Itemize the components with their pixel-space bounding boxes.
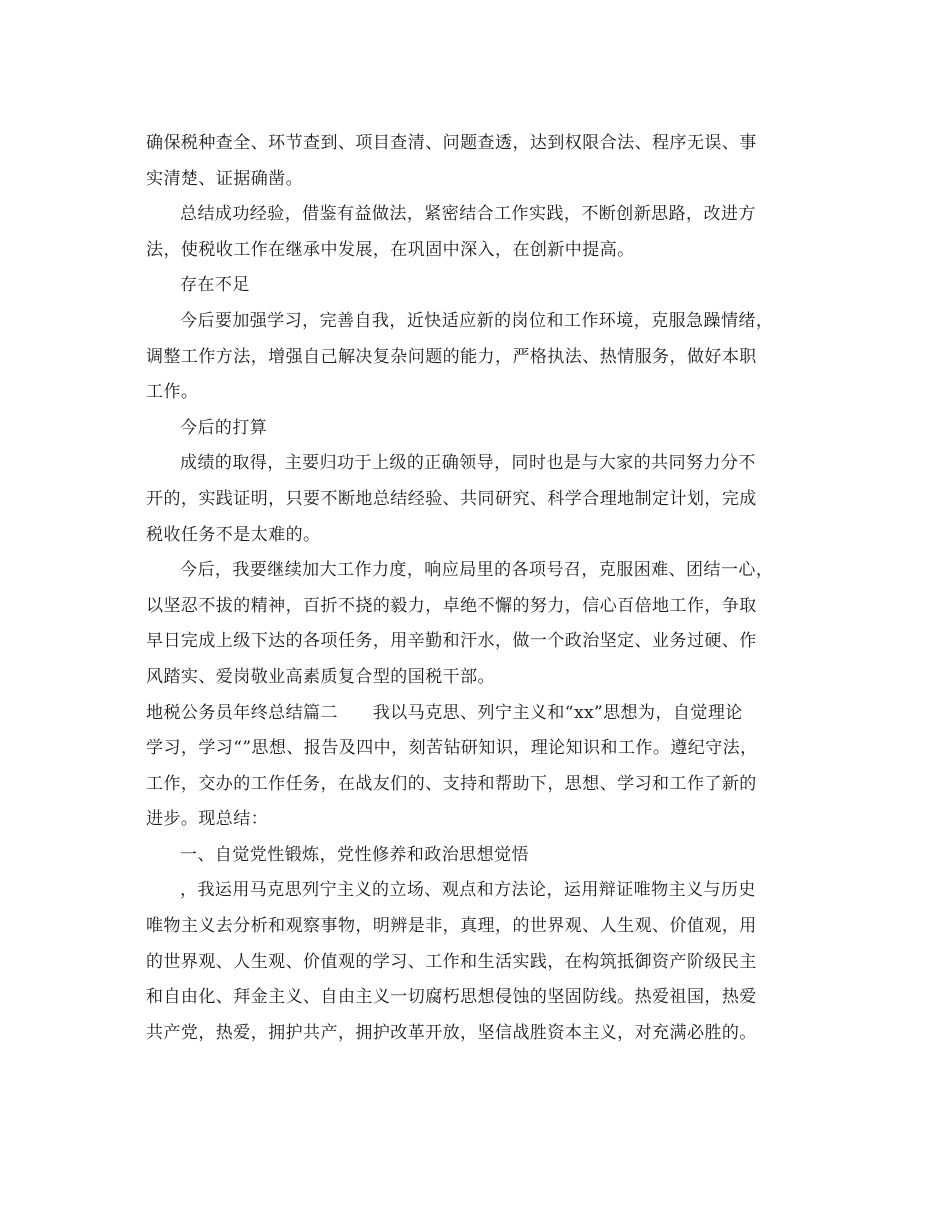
text-line: 工作。: [146, 382, 199, 403]
document-body: [146, 126, 806, 1051]
text-line: 今后要加强学习，完善自我，近快适应新的岗位和工作环境，克服急躁情绪，: [180, 310, 774, 331]
text-line: 开的，实践证明，只要不断地总结经验、共同研究、科学合理地制定计划，完成: [146, 488, 757, 509]
text-line: 今后，我要继续加大工作力度，响应局里的各项号召，克服困难、团结一心，: [180, 560, 774, 581]
text-line: 税收任务不是太难的。: [146, 524, 321, 545]
text-line: 共产党，热爱，拥护共产，拥护改革开放，坚信战胜资本主义，对充满必胜的。: [146, 1022, 757, 1043]
text-line: 早日完成上级下达的各项任务，用辛勤和汗水，做一个政治坚定、业务过硬、作: [146, 631, 757, 652]
text-line: 存在不足: [180, 275, 250, 296]
text-line: 法，使税收工作在继承中发展，在巩固中深入，在创新中提高。: [146, 239, 635, 260]
text-line: 地税公务员年终总结篇二 我以马克思、列宁主义和“xx”思想为，自觉理论: [146, 702, 743, 723]
text-line: 今后的打算: [180, 417, 268, 438]
text-line: 和自由化、拜金主义、自由主义一切腐朽思想侵蚀的坚固防线。热爱祖国，热爱: [146, 987, 757, 1008]
text-line: 进步。现总结：: [146, 809, 269, 830]
text-line: 学习，学习“”思想、报告及四中，刻苦钻研知识，理论知识和工作。遵纪守法，: [146, 738, 758, 759]
text-line: 风踏实、爱岗敬业高素质复合型的国税干部。: [146, 666, 495, 687]
text-line: 的世界观、人生观、价值观的学习、工作和生活实践，在构筑抵御资产阶级民主: [146, 951, 757, 972]
text-line: 总结成功经验，借鉴有益做法，紧密结合工作实践，不断创新思路，改进方: [180, 204, 756, 225]
text-line: 成绩的取得，主要归功于上级的正确领导，同时也是与大家的共同努力分不: [180, 453, 756, 474]
text-line: 一、自觉党性锻炼，党性修养和政治思想觉悟: [180, 844, 529, 865]
text-line: 实清楚、证据确凿。: [146, 168, 304, 189]
text-line: 以坚忍不拔的精神，百折不挠的毅力，卓绝不懈的努力，信心百倍地工作，争取: [146, 595, 757, 616]
text-line: 确保税种查全、环节查到、项目查清、问题查透，达到权限合法、程序无误、事: [146, 133, 757, 153]
text-line: 工作，交办的工作任务，在战友们的、支持和帮助下，思想、学习和工作了新的: [146, 773, 757, 794]
text-line: 唯物主义去分析和观察事物，明辨是非，真理，的世界观、人生观、价值观，用: [146, 916, 757, 937]
text-line: 调整工作方法，增强自己解决复杂问题的能力，严格执法、热情服务，做好本职: [146, 346, 757, 367]
text-line: ，我运用马克思列宁主义的立场、观点和方法论，运用辩证唯物主义与历史: [180, 880, 756, 901]
